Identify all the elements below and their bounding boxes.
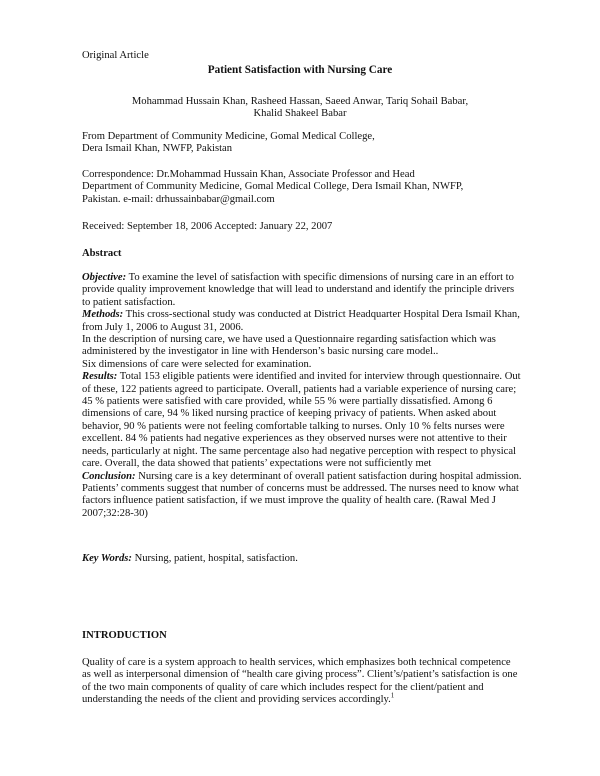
introduction-heading: INTRODUCTION (82, 630, 167, 641)
keywords-label: Key Words: (82, 553, 132, 564)
methods-text: This cross-sectional study was conducted at District Headquarter Hospital Dera Ismail Khan, from July 1, 2006 to August 31, 2006. (82, 309, 520, 333)
correspondence (82, 169, 522, 206)
introduction-paragraph (82, 657, 522, 707)
received-accepted-dates: Received: September 18, 2006 Accepted: January 22, 2007 (82, 221, 333, 232)
introduction-text: Quality of care is a system approach to health services, which emphasizes both technical competence as well as interpersonal dimension of “health care giving process”. Client’s/patient’s satisfaction is one of the two main components of quality of care which includes respect for the client/patient and understanding the needs of the client and providing services accordingly. (82, 657, 518, 706)
author-list (0, 96, 600, 121)
affiliation-line-2: Dera Ismail Khan, NWFP, Pakistan (82, 143, 233, 155)
abstract-body (82, 272, 522, 520)
correspondence-line-2: Department of Community Medicine, Gomal Medical College, Dera Ismail Khan, NWFP, (82, 181, 464, 193)
results-text: Total 153 eligible patients were identified and invited for interview through questionnaire. Out of these, 122 patients agreed to participate. Overall, patients had a variable experience of nursing care; 45 % patients were satisfied with care provided, while 55 % were partially dissatisfied. Among 6 dimensions of care, 94 % liked nursing practice of keeping privacy of patients. When asked about behavior, 90 % patients were not feeling comfortable talking to nurses. Only 10 % felts nurses were excellent. 84 % patients had negative experiences as they observed nurses were not attentive to their needs, particularly at night. The same percentage also had negative perception with respect to physical care. Overall, the data showed that patients’ expectations were not sufficiently met (82, 371, 521, 470)
abstract-methods-2: In the description of nursing care, we have used a Questionnaire regarding satisfaction which was administered by the investigator in line with Henderson’s basic nursing care model.. (82, 334, 496, 358)
conclusion-text: Nursing care is a key determinant of overall patient satisfaction during hospital admission. Patients’ comments suggest that number of concerns must be addressed. The nurses need to know what factors influence patient satisfaction, if we must improve the quality of health care. (Rawal Med J 2007;32:28-30) (82, 470, 522, 519)
reference-marker: 1 (390, 691, 395, 700)
conclusion-label: Conclusion: (82, 470, 136, 482)
abstract-methods-3: Six dimensions of care were selected for examination. (82, 358, 312, 370)
article-type: Original Article (82, 50, 149, 61)
abstract-methods (82, 309, 522, 334)
abstract-results (82, 371, 522, 470)
affiliation (82, 131, 522, 156)
objective-text: To examine the level of satisfaction with specific dimensions of nursing care in an effort to provide quality improvement knowledge that will lead to understand and identify the principle drivers to patient satisfaction. (82, 272, 515, 308)
correspondence-line-1: Correspondence: Dr.Mohammad Hussain Khan, Associate Professor and Head (82, 169, 415, 180)
affiliation-line-1: From Department of Community Medicine, Gomal Medical College, (82, 131, 375, 142)
keywords-text: Nursing, patient, hospital, satisfaction. (131, 553, 298, 564)
methods-label: Methods: (82, 309, 124, 321)
correspondence-line-3: Pakistan. e-mail: drhussainbabar@gmail.com (82, 193, 275, 205)
author-line-2: Khalid Shakeel Babar (253, 108, 347, 120)
introduction-body (82, 657, 522, 707)
abstract-conclusion (82, 471, 522, 521)
abstract-heading: Abstract (82, 248, 122, 259)
objective-label: Objective: (82, 272, 127, 283)
abstract-objective (82, 272, 522, 309)
author-line-1: Mohammad Hussain Khan, Rasheed Hassan, Saeed Anwar, Tariq Sohail Babar, (131, 96, 469, 107)
keywords (82, 553, 522, 565)
paper-title: Patient Satisfaction with Nursing Care (207, 64, 393, 76)
results-label: Results: (82, 371, 118, 383)
